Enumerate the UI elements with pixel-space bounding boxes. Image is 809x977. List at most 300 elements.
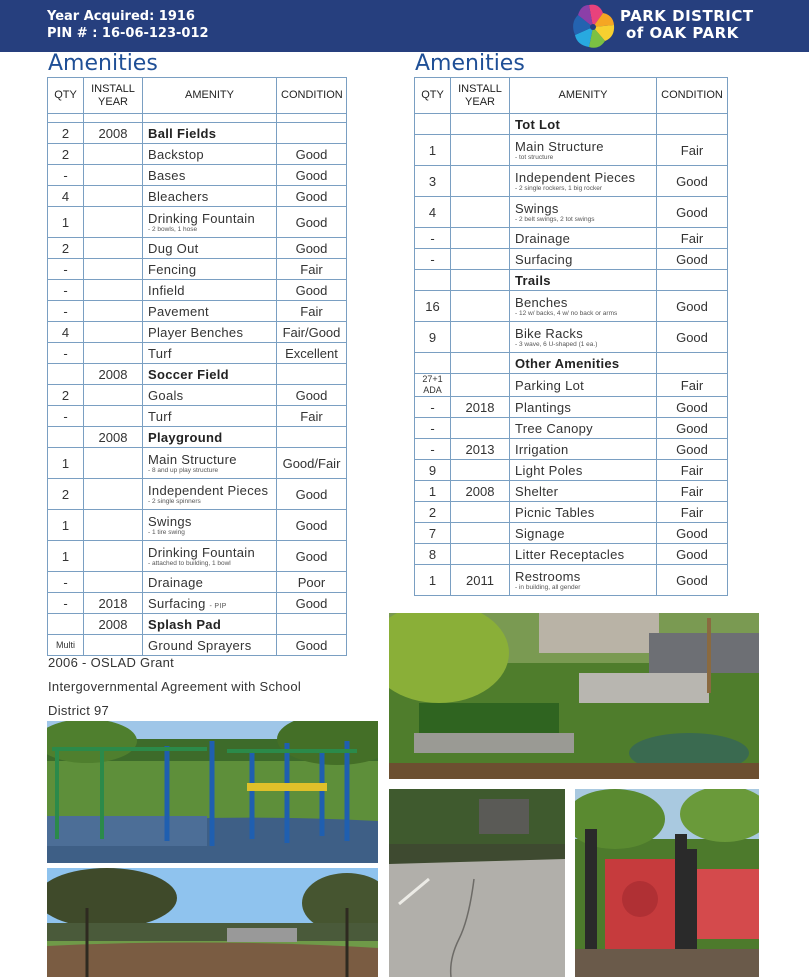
table-row bbox=[48, 541, 347, 572]
table-row bbox=[48, 301, 347, 322]
install-year-header: INSTALL YEAR bbox=[84, 78, 143, 114]
qty-cell bbox=[415, 353, 451, 374]
install-year-cell bbox=[84, 238, 143, 259]
amenity-name: Goals bbox=[148, 387, 184, 403]
amenity-name: Infield bbox=[148, 282, 185, 298]
qty-cell: 1 bbox=[415, 565, 451, 596]
table-row bbox=[48, 572, 347, 593]
qty-cell: - bbox=[415, 397, 451, 418]
condition-cell bbox=[277, 614, 347, 635]
table-row bbox=[48, 510, 347, 541]
condition-cell bbox=[657, 270, 728, 291]
condition-cell: Good bbox=[657, 197, 728, 228]
amenity-cell bbox=[510, 135, 657, 166]
year-acquired: Year Acquired: 1916 bbox=[47, 9, 195, 24]
condition-cell bbox=[277, 123, 347, 144]
qty-cell: 27+1 ADA bbox=[415, 374, 451, 397]
install-year-cell bbox=[451, 197, 510, 228]
amenity-cell bbox=[143, 614, 277, 635]
amenity-cell bbox=[143, 364, 277, 385]
install-year-cell bbox=[451, 249, 510, 270]
condition-cell bbox=[277, 114, 347, 123]
condition-cell: Fair/Good bbox=[277, 322, 347, 343]
condition-cell: Good bbox=[657, 397, 728, 418]
table-row bbox=[415, 322, 728, 353]
qty-cell: 8 bbox=[415, 544, 451, 565]
qty-cell bbox=[415, 270, 451, 291]
qty-cell: 16 bbox=[415, 291, 451, 322]
section-heading: Playground bbox=[148, 429, 223, 445]
table-row bbox=[415, 114, 728, 135]
install-year-cell bbox=[84, 301, 143, 322]
amenity-cell bbox=[143, 427, 277, 448]
logo-line-2: of OAK PARK bbox=[626, 24, 739, 42]
amenity-name: Pavement bbox=[148, 303, 209, 319]
amenity-cell bbox=[510, 374, 657, 397]
condition-cell bbox=[277, 427, 347, 448]
amenity-name: Swings bbox=[515, 201, 559, 216]
amenity-note: - in building, all gender bbox=[515, 584, 581, 591]
amenity-cell bbox=[143, 448, 277, 479]
section-heading: Ball Fields bbox=[148, 125, 217, 141]
amenity-cell bbox=[510, 397, 657, 418]
amenity-header: AMENITY bbox=[143, 78, 277, 114]
condition-cell: Good bbox=[657, 249, 728, 270]
qty-cell: 9 bbox=[415, 322, 451, 353]
install-year-cell bbox=[451, 523, 510, 544]
qty-cell: 4 bbox=[415, 197, 451, 228]
install-year-cell bbox=[451, 353, 510, 374]
tot-lot-photo bbox=[575, 789, 759, 977]
qty-cell bbox=[415, 114, 451, 135]
park-district-logo bbox=[568, 2, 808, 52]
install-year-cell bbox=[451, 502, 510, 523]
table-row bbox=[48, 114, 347, 123]
install-year-cell: 2011 bbox=[451, 565, 510, 596]
qty-cell: 1 bbox=[415, 135, 451, 166]
right-section-title: Amenities bbox=[415, 51, 525, 76]
amenity-cell bbox=[143, 479, 277, 510]
table-row bbox=[48, 385, 347, 406]
table-row bbox=[415, 270, 728, 291]
condition-cell: Good bbox=[277, 186, 347, 207]
amenity-note: - attached to building, 1 bowl bbox=[148, 560, 231, 567]
install-year-cell bbox=[84, 280, 143, 301]
qty-cell: 2 bbox=[415, 502, 451, 523]
qty-cell: 1 bbox=[48, 541, 84, 572]
table-row bbox=[415, 228, 728, 249]
amenity-cell bbox=[143, 144, 277, 165]
amenity-name: Independent Pieces bbox=[148, 483, 269, 498]
amenity-cell bbox=[510, 249, 657, 270]
table-row bbox=[415, 291, 728, 322]
condition-cell: Fair bbox=[657, 135, 728, 166]
install-year-cell bbox=[84, 406, 143, 427]
condition-cell: Fair bbox=[277, 406, 347, 427]
amenity-name: Turf bbox=[148, 408, 172, 424]
qty-cell: 2 bbox=[48, 385, 84, 406]
amenity-cell bbox=[143, 301, 277, 322]
table-row bbox=[48, 238, 347, 259]
amenity-note: - 8 and up play structure bbox=[148, 467, 219, 474]
table-row bbox=[48, 343, 347, 364]
install-year-cell bbox=[451, 166, 510, 197]
amenity-cell bbox=[143, 593, 277, 614]
qty-cell: - bbox=[48, 301, 84, 322]
amenity-note: - 2 single rockers, 1 big rocker bbox=[515, 185, 603, 192]
condition-cell: Good bbox=[657, 439, 728, 460]
left-section-title: Amenities bbox=[48, 51, 158, 76]
amenity-cell bbox=[143, 207, 277, 238]
install-year-cell bbox=[451, 228, 510, 249]
amenity-cell bbox=[143, 572, 277, 593]
amenity-name: Drainage bbox=[148, 574, 204, 590]
install-year-cell bbox=[84, 207, 143, 238]
amenity-note: - 12 w/ backs, 4 w/ no back or arms bbox=[515, 310, 618, 317]
table-row bbox=[415, 460, 728, 481]
amenity-cell bbox=[143, 406, 277, 427]
table-row bbox=[415, 565, 728, 596]
amenity-cell bbox=[143, 280, 277, 301]
amenity-cell bbox=[510, 544, 657, 565]
amenity-cell bbox=[143, 343, 277, 364]
install-year-cell bbox=[451, 544, 510, 565]
amenity-cell bbox=[143, 322, 277, 343]
install-year-cell: 2018 bbox=[84, 593, 143, 614]
ball-field-photo bbox=[47, 868, 378, 977]
amenity-name: Surfacing bbox=[515, 251, 573, 267]
install-year-cell bbox=[451, 114, 510, 135]
amenity-name: Tree Canopy bbox=[515, 420, 593, 436]
pin-number: PIN # : 16-06-123-012 bbox=[47, 26, 209, 41]
qty-cell: - bbox=[48, 593, 84, 614]
condition-cell: Good bbox=[277, 510, 347, 541]
install-year-cell bbox=[84, 114, 143, 123]
amenity-cell bbox=[510, 565, 657, 596]
qty-cell: 2 bbox=[48, 144, 84, 165]
install-year-cell bbox=[84, 572, 143, 593]
condition-header: CONDITION bbox=[657, 78, 728, 114]
amenity-name: Independent Pieces bbox=[515, 170, 636, 185]
install-year-cell: 2008 bbox=[84, 614, 143, 635]
amenity-cell bbox=[510, 481, 657, 502]
install-year-cell bbox=[84, 165, 143, 186]
section-heading: Tot Lot bbox=[515, 116, 561, 132]
qty-cell: - bbox=[48, 259, 84, 280]
table-row bbox=[415, 502, 728, 523]
qty-cell: - bbox=[415, 228, 451, 249]
note-line: District 97 bbox=[48, 703, 110, 718]
condition-cell: Fair bbox=[657, 374, 728, 397]
amenity-name: Turf bbox=[148, 345, 172, 361]
amenity-cell bbox=[510, 460, 657, 481]
table-row bbox=[48, 207, 347, 238]
table-row bbox=[415, 439, 728, 460]
condition-cell: Good bbox=[657, 291, 728, 322]
amenity-cell bbox=[143, 186, 277, 207]
logo-line-1: PARK DISTRICT bbox=[620, 7, 754, 25]
install-year-cell bbox=[84, 343, 143, 364]
qty-cell: 1 bbox=[415, 481, 451, 502]
condition-cell: Good bbox=[277, 207, 347, 238]
install-year-cell: 2008 bbox=[84, 427, 143, 448]
table-row bbox=[415, 544, 728, 565]
table-row bbox=[48, 364, 347, 385]
install-year-cell bbox=[84, 479, 143, 510]
install-year-cell: 2008 bbox=[451, 481, 510, 502]
amenity-cell bbox=[510, 114, 657, 135]
qty-cell: - bbox=[415, 249, 451, 270]
table-row bbox=[415, 523, 728, 544]
table-row bbox=[415, 197, 728, 228]
amenity-name: Irrigation bbox=[515, 441, 569, 457]
amenity-cell bbox=[510, 439, 657, 460]
qty-cell: 7 bbox=[415, 523, 451, 544]
amenity-name: Light Poles bbox=[515, 462, 583, 478]
amenity-cell bbox=[143, 541, 277, 572]
condition-cell: Good bbox=[657, 322, 728, 353]
amenity-cell bbox=[510, 270, 657, 291]
condition-cell: Good bbox=[657, 166, 728, 197]
qty-cell: 3 bbox=[415, 166, 451, 197]
table-row bbox=[415, 135, 728, 166]
qty-cell: 9 bbox=[415, 460, 451, 481]
amenity-cell bbox=[143, 259, 277, 280]
amenity-name: Drainage bbox=[515, 230, 571, 246]
condition-cell: Good bbox=[277, 593, 347, 614]
amenity-name: Picnic Tables bbox=[515, 504, 595, 520]
install-year-cell: 2008 bbox=[84, 123, 143, 144]
amenity-name: Main Structure bbox=[515, 139, 604, 154]
amenity-cell bbox=[510, 228, 657, 249]
table-row bbox=[415, 481, 728, 502]
condition-cell: Good bbox=[657, 565, 728, 596]
table-row bbox=[415, 166, 728, 197]
amenity-cell bbox=[510, 502, 657, 523]
condition-cell: Good bbox=[657, 523, 728, 544]
amenity-name: Signage bbox=[515, 525, 565, 541]
amenity-cell bbox=[510, 291, 657, 322]
amenity-name: Bases bbox=[148, 167, 186, 183]
install-year-cell bbox=[84, 541, 143, 572]
table-row bbox=[415, 353, 728, 374]
amenity-cell bbox=[510, 322, 657, 353]
condition-cell bbox=[657, 114, 728, 135]
amenity-name: Shelter bbox=[515, 483, 559, 499]
qty-cell bbox=[48, 364, 84, 385]
qty-cell: 1 bbox=[48, 510, 84, 541]
section-heading: Splash Pad bbox=[148, 616, 222, 632]
install-year-header: INSTALL YEAR bbox=[451, 78, 510, 114]
amenity-header: AMENITY bbox=[510, 78, 657, 114]
condition-cell: Good bbox=[277, 238, 347, 259]
amenity-name: Restrooms bbox=[515, 569, 581, 584]
install-year-cell: 2018 bbox=[451, 397, 510, 418]
qty-cell: - bbox=[48, 280, 84, 301]
amenity-note: - 1 tire swing bbox=[148, 529, 185, 536]
amenity-suffix: - PIP bbox=[209, 602, 227, 610]
table-row bbox=[48, 322, 347, 343]
qty-cell: 1 bbox=[48, 448, 84, 479]
install-year-cell bbox=[451, 135, 510, 166]
amenity-cell bbox=[510, 353, 657, 374]
condition-cell: Good bbox=[277, 479, 347, 510]
amenity-name: Fencing bbox=[148, 261, 197, 277]
condition-cell: Fair bbox=[657, 460, 728, 481]
amenity-note: - tot structure bbox=[515, 154, 554, 161]
table-row bbox=[48, 614, 347, 635]
amenity-name: Bike Racks bbox=[515, 326, 584, 341]
amenity-name: Drinking Fountain bbox=[148, 545, 255, 560]
condition-cell: Good bbox=[277, 165, 347, 186]
table-row bbox=[48, 123, 347, 144]
section-heading: Trails bbox=[515, 272, 551, 288]
table-row bbox=[48, 448, 347, 479]
qty-cell: 2 bbox=[48, 123, 84, 144]
table-row bbox=[48, 165, 347, 186]
table-row bbox=[48, 406, 347, 427]
qty-cell bbox=[48, 114, 84, 123]
amenity-cell bbox=[143, 123, 277, 144]
condition-cell: Poor bbox=[277, 572, 347, 593]
amenity-name: Benches bbox=[515, 295, 568, 310]
amenity-note: - 2 belt swings, 2 tot swings bbox=[515, 216, 595, 223]
condition-header: CONDITION bbox=[277, 78, 347, 114]
condition-cell: Fair bbox=[657, 502, 728, 523]
qty-cell: - bbox=[48, 165, 84, 186]
condition-cell: Good bbox=[277, 144, 347, 165]
playground-photo bbox=[47, 721, 378, 863]
condition-cell: Good bbox=[657, 418, 728, 439]
qty-cell: 4 bbox=[48, 186, 84, 207]
table-row bbox=[48, 280, 347, 301]
install-year-cell: 2008 bbox=[84, 364, 143, 385]
qty-cell: 4 bbox=[48, 322, 84, 343]
amenity-name: Main Structure bbox=[148, 452, 237, 467]
condition-cell: Good/Fair bbox=[277, 448, 347, 479]
table-row bbox=[415, 397, 728, 418]
qty-cell bbox=[48, 614, 84, 635]
qty-cell: 1 bbox=[48, 207, 84, 238]
qty-header: QTY bbox=[415, 78, 451, 114]
install-year-cell bbox=[84, 259, 143, 280]
amenity-name: Bleachers bbox=[148, 188, 209, 204]
amenity-name: Surfacing bbox=[148, 595, 206, 611]
amenity-cell bbox=[143, 510, 277, 541]
table-row bbox=[48, 259, 347, 280]
amenity-cell bbox=[510, 166, 657, 197]
amenity-note: - 3 wave, 6 U-shaped (1 ea.) bbox=[515, 341, 598, 348]
grant-notes bbox=[48, 651, 348, 723]
table-row bbox=[48, 186, 347, 207]
install-year-cell bbox=[84, 322, 143, 343]
install-year-cell bbox=[451, 270, 510, 291]
condition-cell: Good bbox=[277, 280, 347, 301]
amenity-note: - 2 single spinners bbox=[148, 498, 201, 505]
install-year-cell bbox=[84, 510, 143, 541]
install-year-cell: 2013 bbox=[451, 439, 510, 460]
amenity-name: Backstop bbox=[148, 146, 204, 162]
qty-cell: - bbox=[48, 343, 84, 364]
amenity-cell bbox=[143, 385, 277, 406]
page-header bbox=[0, 0, 809, 52]
install-year-cell bbox=[451, 418, 510, 439]
install-year-cell bbox=[84, 385, 143, 406]
condition-cell bbox=[657, 353, 728, 374]
note-line: 2006 - OSLAD Grant bbox=[48, 655, 175, 670]
amenity-cell bbox=[510, 197, 657, 228]
amenity-cell bbox=[143, 238, 277, 259]
install-year-cell bbox=[451, 460, 510, 481]
section-heading: Soccer Field bbox=[148, 366, 229, 382]
qty-cell: - bbox=[48, 406, 84, 427]
amenity-name: Plantings bbox=[515, 399, 572, 415]
table-row bbox=[48, 479, 347, 510]
amenity-name: Drinking Fountain bbox=[148, 211, 255, 226]
install-year-cell bbox=[84, 448, 143, 479]
park-meta bbox=[47, 8, 209, 42]
amenity-cell bbox=[143, 114, 277, 123]
qty-header: QTY bbox=[48, 78, 84, 114]
table-row bbox=[415, 374, 728, 397]
pinwheel-logo-icon bbox=[568, 2, 618, 52]
qty-cell: Multi bbox=[48, 635, 84, 656]
condition-cell: Fair bbox=[657, 481, 728, 502]
qty-cell bbox=[48, 427, 84, 448]
amenity-cell bbox=[510, 418, 657, 439]
right-amenities-table bbox=[414, 77, 728, 596]
amenity-cell bbox=[143, 165, 277, 186]
qty-cell: 2 bbox=[48, 238, 84, 259]
table-row bbox=[415, 418, 728, 439]
left-amenities-table bbox=[47, 77, 347, 656]
install-year-cell bbox=[84, 186, 143, 207]
condition-cell: Good bbox=[277, 541, 347, 572]
qty-cell: - bbox=[415, 439, 451, 460]
logo-text bbox=[620, 8, 754, 42]
install-year-cell bbox=[451, 291, 510, 322]
amenity-name: Ground Sprayers bbox=[148, 637, 252, 653]
condition-cell: Fair bbox=[277, 301, 347, 322]
qty-cell: - bbox=[415, 418, 451, 439]
qty-cell: 2 bbox=[48, 479, 84, 510]
community-garden-photo bbox=[389, 613, 759, 779]
install-year-cell bbox=[451, 322, 510, 353]
amenity-note: - 2 bowls, 1 hose bbox=[148, 226, 198, 233]
table-row bbox=[48, 144, 347, 165]
table-row bbox=[48, 427, 347, 448]
condition-cell: Fair bbox=[277, 259, 347, 280]
condition-cell: Good bbox=[277, 385, 347, 406]
amenity-cell bbox=[510, 523, 657, 544]
condition-cell: Excellent bbox=[277, 343, 347, 364]
section-heading: Other Amenities bbox=[515, 355, 620, 371]
parking-lot-photo bbox=[389, 789, 565, 977]
qty-cell: - bbox=[48, 572, 84, 593]
table-row bbox=[415, 249, 728, 270]
amenity-name: Swings bbox=[148, 514, 192, 529]
condition-cell: Good bbox=[277, 635, 347, 656]
amenity-name: Litter Receptacles bbox=[515, 546, 625, 562]
note-line: Intergovernmental Agreement with School bbox=[48, 679, 302, 694]
install-year-cell bbox=[84, 144, 143, 165]
table-row bbox=[48, 593, 347, 614]
amenity-name: Dug Out bbox=[148, 240, 199, 256]
install-year-cell bbox=[451, 374, 510, 397]
amenity-name: Player Benches bbox=[148, 324, 244, 340]
condition-cell bbox=[277, 364, 347, 385]
amenity-name: Parking Lot bbox=[515, 377, 585, 393]
